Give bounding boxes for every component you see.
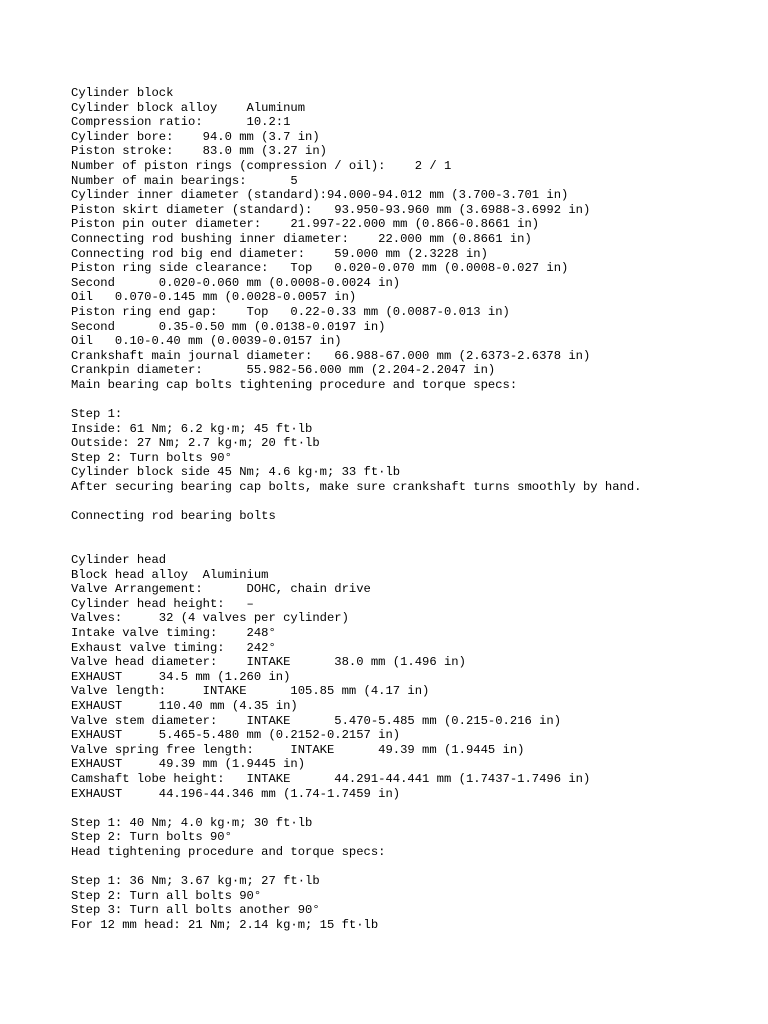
text-line: Number of main bearings: 5 bbox=[71, 173, 298, 188]
text-line: Camshaft lobe height: INTAKE 44.291-44.441 mm (1.7437-1.7496 in) bbox=[71, 771, 591, 786]
text-line: Cylinder block side 45 Nm; 4.6 kg·m; 33 ft·lb bbox=[71, 465, 401, 480]
text-line: Piston ring end gap: Top 0.22-0.33 mm (0.0087-0.013 in) bbox=[71, 304, 510, 319]
blank-line bbox=[71, 538, 761, 553]
text-line: Step 1: 36 Nm; 3.67 kg·m; 27 ft·lb bbox=[71, 874, 320, 889]
text-line: Cylinder head height: – bbox=[71, 596, 254, 611]
text-line: Valves: 32 (4 valves per cylinder) bbox=[71, 611, 349, 626]
text-line: Step 1: 40 Nm; 4.0 kg·m; 30 ft·lb bbox=[71, 815, 313, 830]
text-line: EXHAUST 34.5 mm (1.260 in) bbox=[71, 669, 291, 684]
text-line: Piston stroke: 83.0 mm (3.27 in) bbox=[71, 144, 327, 159]
text-line: Compression ratio: 10.2:1 bbox=[71, 115, 291, 130]
text-line: EXHAUST 49.39 mm (1.9445 in) bbox=[71, 757, 306, 772]
text-line: Inside: 61 Nm; 6.2 kg·m; 45 ft·lb bbox=[71, 421, 313, 436]
blank-line bbox=[71, 859, 761, 874]
text-line: Step 2: Turn bolts 90° bbox=[71, 830, 232, 845]
blank-line bbox=[71, 801, 761, 816]
text-line: Main bearing cap bolts tightening procedure and torque specs: bbox=[71, 377, 518, 392]
text-line: Cylinder inner diameter (standard):94.000-94.012 mm (3.700-3.701 in) bbox=[71, 188, 569, 203]
text-line: Intake valve timing: 248° bbox=[71, 625, 276, 640]
text-line: Cylinder block alloy Aluminum bbox=[71, 100, 306, 115]
section-title-cylinder-head: Cylinder head bbox=[71, 553, 167, 567]
text-line: Block head alloy Aluminium bbox=[71, 567, 269, 582]
text-line: Exhaust valve timing: 242° bbox=[71, 640, 276, 655]
text-line: Valve head diameter: INTAKE 38.0 mm (1.496 in) bbox=[71, 655, 466, 670]
text-line: Head tightening procedure and torque specs: bbox=[71, 844, 386, 859]
section-title-cylinder-block: Cylinder block bbox=[71, 86, 174, 100]
blank-line bbox=[71, 392, 761, 407]
text-line: Valve length: INTAKE 105.85 mm (4.17 in) bbox=[71, 684, 430, 699]
text-line: Connecting rod bearing bolts bbox=[71, 509, 276, 524]
text-line: For 12 mm head: 21 Nm; 2.14 kg·m; 15 ft·lb bbox=[71, 917, 379, 932]
text-line: Second 0.020-0.060 mm (0.0008-0.0024 in) bbox=[71, 275, 401, 290]
blank-line bbox=[71, 495, 761, 510]
text-line: Crankpin diameter: 55.982-56.000 mm (2.204-2.2047 in) bbox=[71, 363, 496, 378]
text-line: Step 2: Turn all bolts 90° bbox=[71, 888, 262, 903]
blank-line bbox=[71, 524, 761, 539]
text-line: Valve Arrangement: DOHC, chain drive bbox=[71, 582, 371, 597]
text-line: Valve stem diameter: INTAKE 5.470-5.485 mm (0.215-0.216 in) bbox=[71, 713, 562, 728]
text-line: Step 2: Turn bolts 90° bbox=[71, 450, 232, 465]
text-line: Valve spring free length: INTAKE 49.39 mm (1.9445 in) bbox=[71, 742, 525, 757]
text-line: Step 1: bbox=[71, 407, 123, 422]
text-line: Piston skirt diameter (standard): 93.950-93.960 mm (3.6988-3.6992 in) bbox=[71, 202, 591, 217]
text-line: EXHAUST 110.40 mm (4.35 in) bbox=[71, 698, 298, 713]
text-line: Number of piston rings (compression / oil): 2 / 1 bbox=[71, 158, 452, 173]
text-line: Second 0.35-0.50 mm (0.0138-0.0197 in) bbox=[71, 319, 386, 334]
text-line: Piston ring side clearance: Top 0.020-0.070 mm (0.0008-0.027 in) bbox=[71, 261, 569, 276]
text-line: EXHAUST 5.465-5.480 mm (0.2152-0.2157 in) bbox=[71, 728, 401, 743]
text-line: Oil 0.070-0.145 mm (0.0028-0.0057 in) bbox=[71, 290, 357, 305]
text-line: Cylinder bore: 94.0 mm (3.7 in) bbox=[71, 129, 320, 144]
text-line: Crankshaft main journal diameter: 66.988-67.000 mm (2.6373-2.6378 in) bbox=[71, 348, 591, 363]
text-line: Oil 0.10-0.40 mm (0.0039-0.0157 in) bbox=[71, 334, 342, 349]
text-line: Connecting rod bushing inner diameter: 22.000 mm (0.8661 in) bbox=[71, 231, 532, 246]
text-line: Step 3: Turn all bolts another 90° bbox=[71, 903, 320, 918]
text-line: EXHAUST 44.196-44.346 mm (1.74-1.7459 in) bbox=[71, 786, 401, 801]
text-line: After securing bearing cap bolts, make sure crankshaft turns smoothly by hand. bbox=[71, 480, 642, 495]
document-page bbox=[71, 86, 761, 932]
text-line: Outside: 27 Nm; 2.7 kg·m; 20 ft·lb bbox=[71, 436, 320, 451]
text-line: Connecting rod big end diameter: 59.000 mm (2.3228 in) bbox=[71, 246, 488, 261]
text-line: Piston pin outer diameter: 21.997-22.000 mm (0.866-0.8661 in) bbox=[71, 217, 540, 232]
